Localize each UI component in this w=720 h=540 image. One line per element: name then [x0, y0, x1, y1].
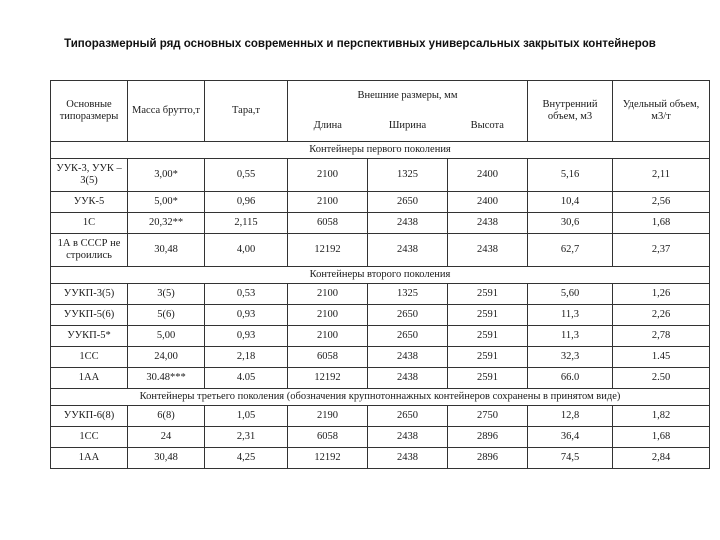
cell-height: 2400 [448, 192, 528, 213]
cell-mass: 30,48 [128, 448, 205, 469]
header-volume: Внутренний объем, м3 [528, 81, 613, 142]
header-type: Основные типоразмеры [51, 81, 128, 142]
cell-mass: 5(6) [128, 305, 205, 326]
cell-width: 2650 [368, 406, 448, 427]
section-row [51, 267, 710, 284]
header-specific: Удельный объем, м3/т [613, 81, 710, 142]
cell-specific: 2,56 [613, 192, 710, 213]
header-tare: Тара,т [205, 81, 288, 142]
cell-length: 12192 [288, 368, 368, 389]
cell-specific: 1,82 [613, 406, 710, 427]
header-height: Высота [448, 111, 528, 142]
cell-height: 2591 [448, 305, 528, 326]
cell-width: 1325 [368, 159, 448, 192]
table-row [51, 326, 710, 347]
cell-height: 2750 [448, 406, 528, 427]
cell-type: 1А в СССР не строились [51, 234, 128, 267]
cell-width: 2438 [368, 427, 448, 448]
cell-mass: 6(8) [128, 406, 205, 427]
table-row [51, 368, 710, 389]
table-row [51, 427, 710, 448]
cell-volume: 62,7 [528, 234, 613, 267]
cell-specific: 1,26 [613, 284, 710, 305]
cell-volume: 74,5 [528, 448, 613, 469]
cell-length: 6058 [288, 347, 368, 368]
cell-volume: 5,60 [528, 284, 613, 305]
cell-mass: 24,00 [128, 347, 205, 368]
cell-height: 2438 [448, 234, 528, 267]
cell-mass: 3(5) [128, 284, 205, 305]
table-row [51, 305, 710, 326]
cell-volume: 12,8 [528, 406, 613, 427]
cell-mass: 30.48*** [128, 368, 205, 389]
cell-type: 1СС [51, 347, 128, 368]
section-row [51, 142, 710, 159]
cell-volume: 30,6 [528, 213, 613, 234]
table-row [51, 448, 710, 469]
cell-length: 2100 [288, 326, 368, 347]
header-external: Внешние размеры, мм [288, 81, 528, 112]
section-label: Контейнеры первого поколения [51, 142, 710, 159]
cell-volume: 10,4 [528, 192, 613, 213]
containers-table [50, 80, 710, 469]
cell-specific: 1,68 [613, 427, 710, 448]
table-row [51, 284, 710, 305]
cell-mass: 5,00 [128, 326, 205, 347]
cell-type: УУКП-6(8) [51, 406, 128, 427]
section-label: Контейнеры второго поколения [51, 267, 710, 284]
cell-volume: 66.0 [528, 368, 613, 389]
section-label: Контейнеры третьего поколения (обозначения крупнотоннажных контейнеров сохранены в принятом виде) [51, 389, 710, 406]
cell-height: 2896 [448, 448, 528, 469]
cell-height: 2591 [448, 368, 528, 389]
cell-type: УУКП-3(5) [51, 284, 128, 305]
section-row [51, 389, 710, 406]
cell-length: 2100 [288, 192, 368, 213]
cell-mass: 24 [128, 427, 205, 448]
cell-width: 2650 [368, 305, 448, 326]
table-row [51, 192, 710, 213]
cell-width: 2438 [368, 448, 448, 469]
table-row [51, 234, 710, 267]
cell-specific: 2,26 [613, 305, 710, 326]
cell-height: 2896 [448, 427, 528, 448]
cell-volume: 11,3 [528, 326, 613, 347]
cell-type: УУК-5 [51, 192, 128, 213]
cell-tare: 2,115 [205, 213, 288, 234]
cell-specific: 1,68 [613, 213, 710, 234]
cell-width: 2438 [368, 368, 448, 389]
cell-tare: 2,18 [205, 347, 288, 368]
table-row [51, 213, 710, 234]
cell-tare: 4,25 [205, 448, 288, 469]
table-row [51, 347, 710, 368]
cell-length: 12192 [288, 234, 368, 267]
cell-type: УУКП-5(6) [51, 305, 128, 326]
cell-height: 2400 [448, 159, 528, 192]
cell-volume: 5,16 [528, 159, 613, 192]
cell-specific: 2,84 [613, 448, 710, 469]
cell-type: УУКП-5* [51, 326, 128, 347]
cell-length: 2190 [288, 406, 368, 427]
cell-tare: 0,93 [205, 326, 288, 347]
cell-volume: 32,3 [528, 347, 613, 368]
cell-tare: 1,05 [205, 406, 288, 427]
cell-volume: 36,4 [528, 427, 613, 448]
cell-length: 6058 [288, 427, 368, 448]
cell-height: 2438 [448, 213, 528, 234]
cell-type: 1СС [51, 427, 128, 448]
cell-mass: 30,48 [128, 234, 205, 267]
header-width: Ширина [368, 111, 448, 142]
cell-length: 2100 [288, 284, 368, 305]
cell-width: 2438 [368, 213, 448, 234]
cell-type: 1АА [51, 368, 128, 389]
cell-mass: 5,00* [128, 192, 205, 213]
cell-tare: 2,31 [205, 427, 288, 448]
cell-specific: 2,37 [613, 234, 710, 267]
cell-specific: 2.50 [613, 368, 710, 389]
cell-type: 1С [51, 213, 128, 234]
cell-specific: 1.45 [613, 347, 710, 368]
cell-height: 2591 [448, 347, 528, 368]
cell-tare: 0,96 [205, 192, 288, 213]
cell-width: 1325 [368, 284, 448, 305]
cell-width: 2438 [368, 234, 448, 267]
cell-mass: 20,32** [128, 213, 205, 234]
cell-tare: 0,53 [205, 284, 288, 305]
cell-tare: 4.05 [205, 368, 288, 389]
header-length: Длина [288, 111, 368, 142]
cell-tare: 0,93 [205, 305, 288, 326]
cell-tare: 4,00 [205, 234, 288, 267]
cell-tare: 0,55 [205, 159, 288, 192]
page-title: Типоразмерный ряд основных современных и перспективных универсальных закрытых контейнеров [64, 38, 656, 50]
cell-width: 2650 [368, 192, 448, 213]
cell-mass: 3,00* [128, 159, 205, 192]
table-row [51, 159, 710, 192]
cell-length: 12192 [288, 448, 368, 469]
cell-volume: 11,3 [528, 305, 613, 326]
cell-length: 2100 [288, 305, 368, 326]
table-row [51, 406, 710, 427]
cell-height: 2591 [448, 326, 528, 347]
cell-height: 2591 [448, 284, 528, 305]
cell-length: 6058 [288, 213, 368, 234]
cell-specific: 2,78 [613, 326, 710, 347]
cell-specific: 2,11 [613, 159, 710, 192]
cell-type: УУК-3, УУК –3(5) [51, 159, 128, 192]
cell-type: 1АА [51, 448, 128, 469]
cell-length: 2100 [288, 159, 368, 192]
cell-width: 2650 [368, 326, 448, 347]
header-mass: Масса брутто,т [128, 81, 205, 142]
cell-width: 2438 [368, 347, 448, 368]
